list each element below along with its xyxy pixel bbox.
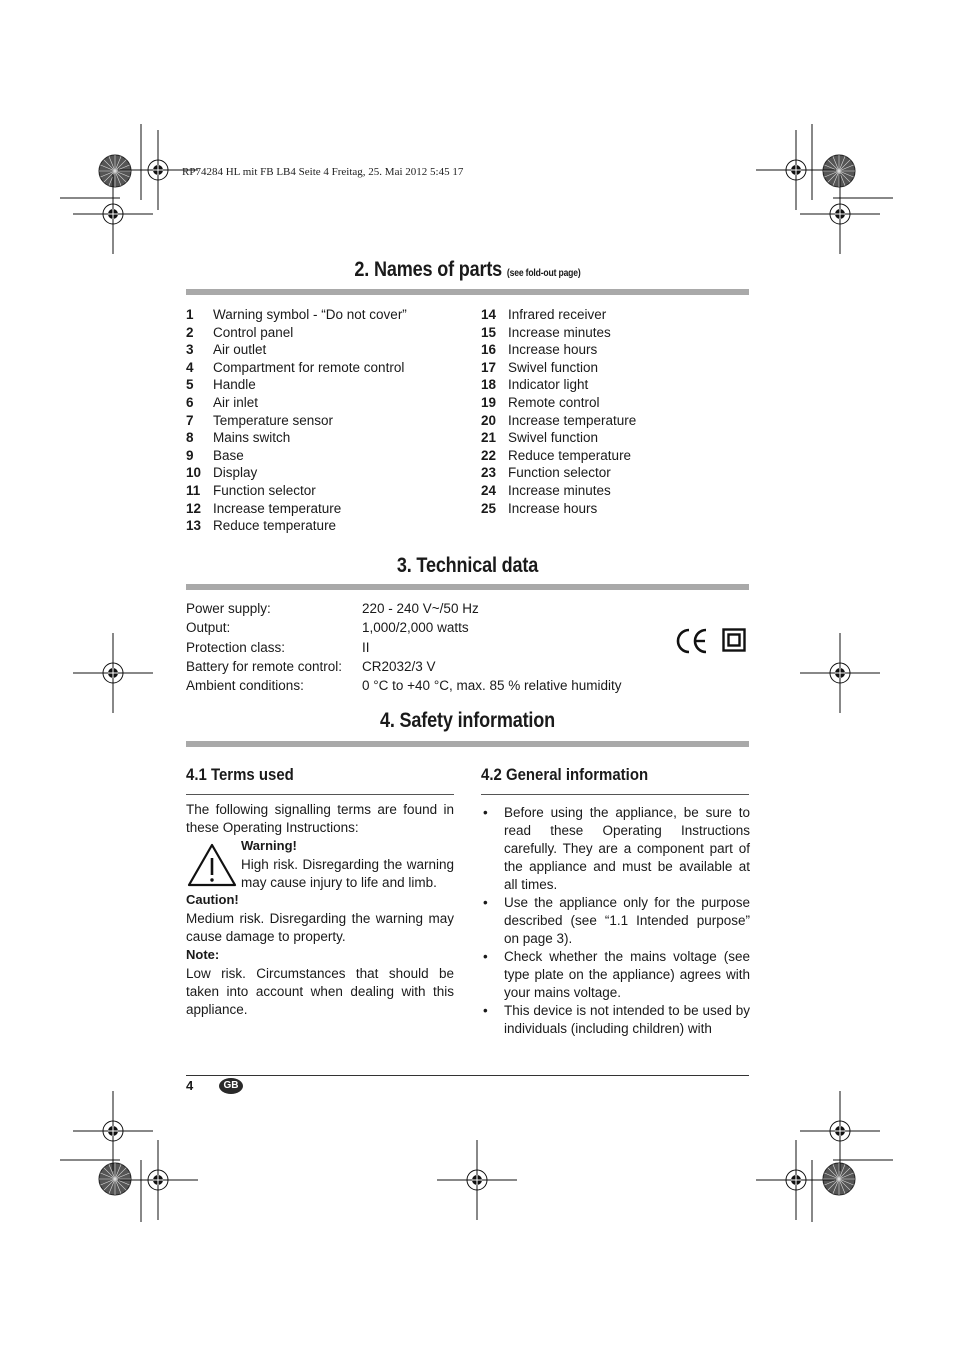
tech-data-value: 0 °C to +40 °C, max. 85 % relative humidity — [362, 678, 622, 693]
language-badge: GB — [219, 1078, 243, 1094]
subsection-rule — [481, 794, 749, 795]
part-name: Display — [213, 465, 258, 481]
part-number: 14 — [481, 307, 497, 322]
warning-label: Warning! — [241, 838, 297, 853]
part-number: 10 — [186, 465, 202, 481]
part-name: Compartment for remote control — [213, 359, 405, 375]
part-name: Increase temperature — [508, 412, 637, 428]
parts-list-item — [186, 359, 407, 377]
part-name: Increase hours — [508, 500, 598, 516]
parts-list-item — [481, 341, 636, 359]
parts-list-item — [481, 324, 636, 342]
part-name: Swivel function — [508, 430, 599, 446]
general-information-item: • Use the appliance only for the purpose described (see “1.1 Intended purpose” on page 3). — [481, 894, 750, 948]
part-number: 19 — [481, 394, 497, 410]
part-name: Base — [213, 447, 244, 463]
part-name: Function selector — [213, 482, 316, 498]
tech-data-row — [186, 659, 436, 674]
part-number: 5 — [186, 377, 194, 393]
part-number: 6 — [186, 394, 194, 410]
section-divider — [186, 584, 749, 590]
parts-list-item — [186, 482, 407, 500]
part-number: 2 — [186, 324, 194, 340]
part-name: Increase hours — [508, 342, 598, 358]
double-insulation-icon — [722, 628, 746, 652]
caution-text: Medium risk. Disregarding the warning may cause damage to property. — [186, 911, 454, 944]
terms-intro: The following signalling terms are found in these Operating Instructions: — [186, 802, 454, 835]
parts-list-item — [186, 412, 407, 430]
footer-rule — [186, 1075, 749, 1076]
part-name: Warning symbol - “Do not cover” — [213, 307, 407, 322]
parts-list-item — [186, 464, 407, 482]
parts-list-item — [481, 500, 636, 518]
section2-note: (see fold-out page) — [506, 268, 581, 279]
warning-triangle-icon — [186, 842, 238, 888]
part-number: 7 — [186, 412, 194, 428]
general-information-item: • Before using the appliance, be sure to read these Operating Instructions carefully. They are a component part of the appliance and must be available at all times. — [481, 804, 750, 894]
section-title-safety-information: 4. Safety information — [379, 709, 556, 732]
parts-list-item — [186, 394, 407, 412]
part-number: 4 — [186, 359, 194, 375]
tech-data-row — [186, 678, 622, 693]
parts-list-item — [481, 464, 636, 482]
parts-list-item — [186, 324, 407, 342]
parts-list-item — [481, 306, 636, 324]
parts-list-item — [481, 482, 636, 500]
subsection-rule — [186, 794, 454, 795]
parts-list-item — [186, 429, 407, 447]
part-number: 3 — [186, 342, 194, 358]
parts-list-item — [186, 517, 407, 535]
parts-list-right — [481, 306, 636, 517]
note-text: Low risk. Circumstances that should be taken into account when dealing with this appliance. — [186, 966, 454, 1017]
part-name: Infrared receiver — [508, 307, 607, 322]
tech-data-label: Battery for remote control: — [186, 659, 343, 674]
tech-data-row — [186, 620, 469, 635]
part-number: 16 — [481, 342, 497, 358]
section-title-names-of-parts — [225, 258, 709, 282]
part-number: 11 — [186, 482, 201, 498]
part-name: Temperature sensor — [213, 412, 334, 428]
part-number: 24 — [481, 482, 497, 498]
part-name: Increase minutes — [508, 324, 611, 340]
print-header: RP74284 HL mit FB LB4 Seite 4 Freitag, 25. Mai 2012 5:45 17 — [182, 166, 464, 178]
part-name: Remote control — [508, 394, 600, 410]
part-name: Increase minutes — [508, 482, 611, 498]
part-name: Increase temperature — [213, 500, 342, 516]
tech-data-value: II — [362, 640, 370, 655]
section2-title-text: 2. Names of parts — [354, 258, 503, 281]
part-name: Reduce temperature — [213, 518, 337, 534]
part-number: 8 — [186, 430, 194, 446]
part-name: Reduce temperature — [508, 447, 632, 463]
note-label: Note: — [186, 947, 220, 962]
tech-data-label: Output: — [186, 620, 231, 635]
tech-data-value: CR2032/3 V — [362, 659, 436, 674]
part-number: 23 — [481, 465, 497, 481]
parts-list-item — [481, 359, 636, 377]
section-divider — [186, 741, 749, 747]
general-information-item: • Check whether the mains voltage (see type plate on the appliance) agrees with your mains voltage. — [481, 948, 750, 1002]
part-number: 1 — [186, 307, 194, 322]
subsection-title-general-information: 4.2 General information — [481, 765, 649, 784]
parts-list-item — [186, 376, 407, 394]
part-name: Handle — [213, 377, 256, 393]
tech-data-value: 1,000/2,000 watts — [362, 620, 469, 635]
tech-data-value: 220 - 240 V~/50 Hz — [362, 601, 479, 616]
caution-label: Caution! — [186, 892, 239, 907]
parts-list-item — [186, 500, 407, 518]
part-number: 25 — [481, 500, 497, 516]
page-number: 4 — [186, 1078, 194, 1093]
tech-data-label: Ambient conditions: — [186, 678, 304, 693]
parts-list-item — [481, 394, 636, 412]
general-information-list — [481, 804, 750, 1038]
section-divider — [186, 289, 749, 295]
parts-list-item — [186, 306, 407, 324]
part-name: Function selector — [508, 465, 611, 481]
part-number: 13 — [186, 518, 202, 534]
general-information-item: • This device is not intended to be used by individuals (including children) with — [481, 1002, 750, 1038]
subsection-title-terms-used: 4.1 Terms used — [186, 765, 294, 784]
warning-text: High risk. Disregarding the warning may cause injury to life and limb. — [241, 857, 454, 890]
parts-list-item — [186, 447, 407, 465]
parts-list-item — [481, 429, 636, 447]
part-name: Swivel function — [508, 359, 599, 375]
part-name: Control panel — [213, 324, 294, 340]
part-number: 22 — [481, 447, 497, 463]
part-name: Mains switch — [213, 430, 291, 446]
section-title-technical-data: 3. Technical data — [396, 554, 539, 577]
tech-data-label: Protection class: — [186, 640, 286, 655]
tech-data-row — [186, 640, 370, 655]
parts-list-item — [481, 447, 636, 465]
parts-list-left — [186, 306, 407, 535]
parts-list-item — [481, 376, 636, 394]
parts-list-item — [481, 412, 636, 430]
part-number: 12 — [186, 500, 202, 516]
parts-list-item — [186, 341, 407, 359]
part-name: Air inlet — [213, 394, 259, 410]
part-number: 9 — [186, 447, 194, 463]
part-number: 15 — [481, 324, 497, 340]
part-number: 21 — [481, 430, 497, 446]
part-name: Indicator light — [508, 377, 589, 393]
tech-data-row — [186, 601, 479, 616]
part-number: 18 — [481, 377, 497, 393]
part-number: 17 — [481, 359, 497, 375]
tech-data-label: Power supply: — [186, 601, 271, 616]
part-name: Air outlet — [213, 342, 267, 358]
part-number: 20 — [481, 412, 497, 428]
